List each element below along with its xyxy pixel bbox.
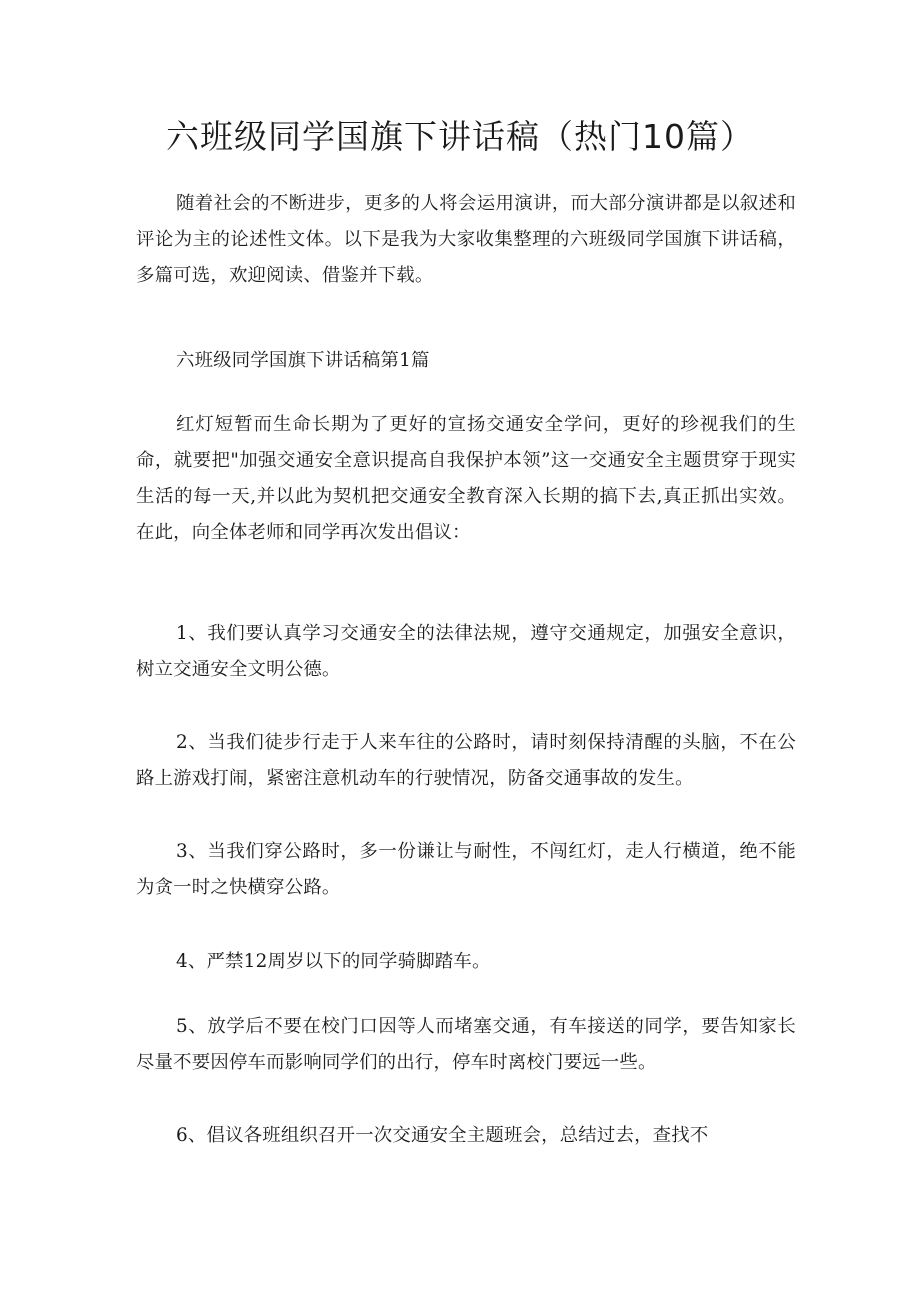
page-title: 六班级同学国旗下讲话稿（热门10篇） [166, 117, 754, 156]
list-item: 5、放学后不要在校门口因等人而堵塞交通，有车接送的同学，要告知家长尽量不要因停车而影响同学们的出行，停车时离校门要远一些。 [136, 1016, 796, 1073]
intro-paragraph: 随着社会的不断进步，更多的人将会运用演讲，而大部分演讲都是以叙述和评论为主的论述性文体。以下是我为大家收集整理的六班级同学国旗下讲话稿，多篇可选，欢迎阅读、借鉴并下载。 [136, 193, 796, 286]
list-item: 1、我们要认真学习交通安全的法律法规，遵守交通规定，加强安全意识，树立交通安全文明公德。 [136, 623, 796, 680]
list-item: 4、严禁12周岁以下的同学骑脚踏车。 [176, 951, 491, 972]
list-item: 3、当我们穿公路时，多一份谦让与耐性，不闯红灯，走人行横道，绝不能为贪一时之快横穿公路。 [136, 841, 796, 898]
list-item: 6、倡议各班组织召开一次交通安全主题班会，总结过去，查找不 [176, 1125, 709, 1146]
section-heading: 六班级同学国旗下讲话稿第1篇 [176, 350, 430, 371]
list-item: 2、当我们徒步行走于人来车往的公路时，请时刻保持清醒的头脑，不在公路上游戏打闹，紧密注意机动车的行驶情况，防备交通事故的发生。 [136, 732, 796, 789]
main-paragraph: 红灯短暂而生命长期为了更好的宣扬交通安全学问，更好的珍视我们的生命，就要把"加强交通安全意识提高自我保护本领”这一交通安全主题贯穿于现实生活的每一天,并以此为契机把交通安全教育深入长期的搞下去,真正抓出实效。在此，向全体老师和同学再次发出倡议： [136, 414, 796, 543]
